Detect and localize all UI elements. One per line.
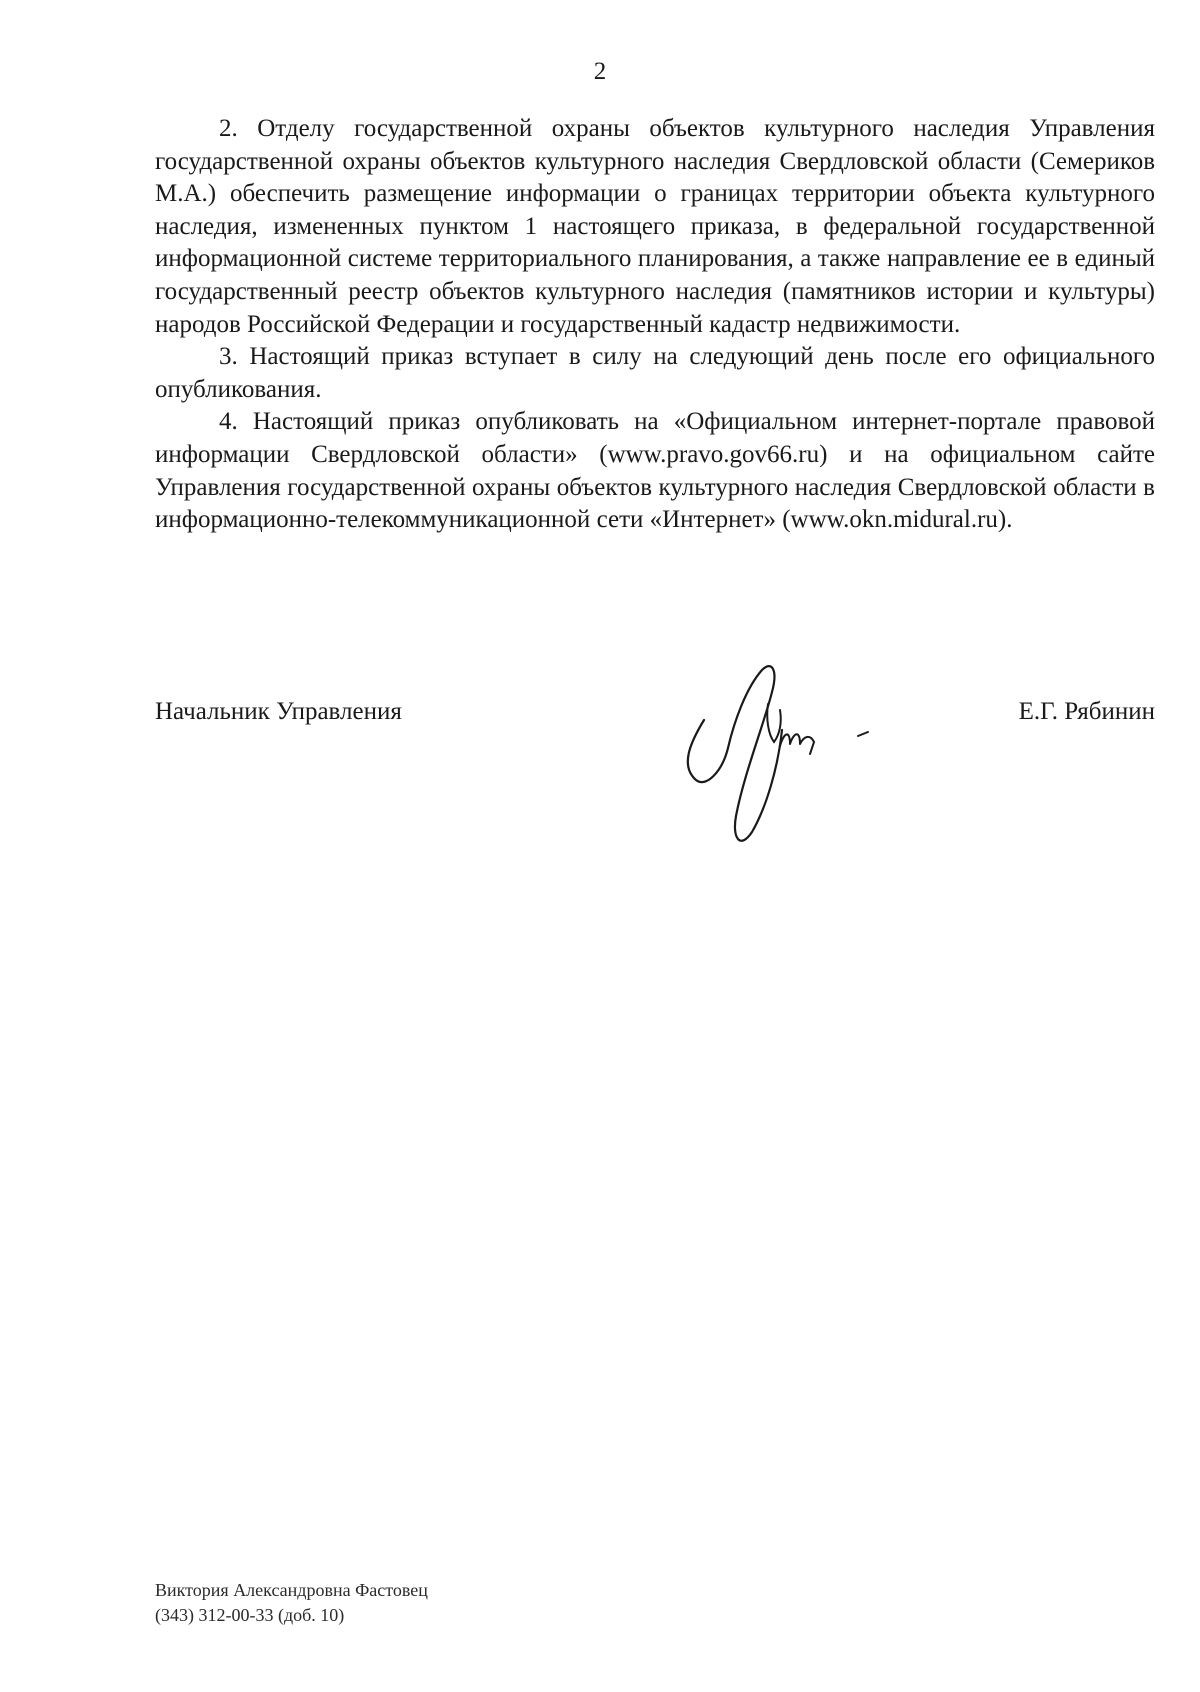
handwritten-signature — [670, 648, 890, 858]
signer-name: Е.Г. Рябинин — [1018, 698, 1155, 725]
executor-info — [155, 1578, 428, 1628]
paragraph-3: 3. Настоящий приказ вступает в силу на следующий день после его официального опубликования. — [155, 343, 1155, 403]
page-number: 2 — [593, 58, 607, 85]
executor-phone: (343) 312-00-33 (доб. 10) — [155, 1605, 345, 1625]
paragraph-4: 4. Настоящий приказ опубликовать на «Официальном интернет-портале правовой информации Свердловской области» (www.pravo.gov66.ru) и на официальном сайте Управления государственной охраны объектов культурного наследия Свердловской области в информационно-телекоммуникационной сети «Интернет» (www.okn.midural.ru). — [155, 408, 1155, 534]
executor-name: Виктория Александровна Фастовец — [155, 1580, 428, 1600]
signature-block — [155, 698, 1155, 734]
signer-title: Начальник Управления — [155, 698, 402, 725]
paragraph-2: 2. Отделу государственной охраны объектов культурного наследия Управления государственной охраны объектов культурного наследия Свердловской области (Семериков М.А.) обеспечить размещение информации о границах территории объекта культурного наследия, измененных пунктом 1 настоящего приказа, в федеральной государственной информационной системе территориального планирования, а также направление ее в единый государственный реестр объектов культурного наследия (памятников истории и культуры) народов Российской Федерации и государственный кадастр недвижимости. — [155, 115, 1155, 338]
document-body — [155, 113, 1155, 537]
